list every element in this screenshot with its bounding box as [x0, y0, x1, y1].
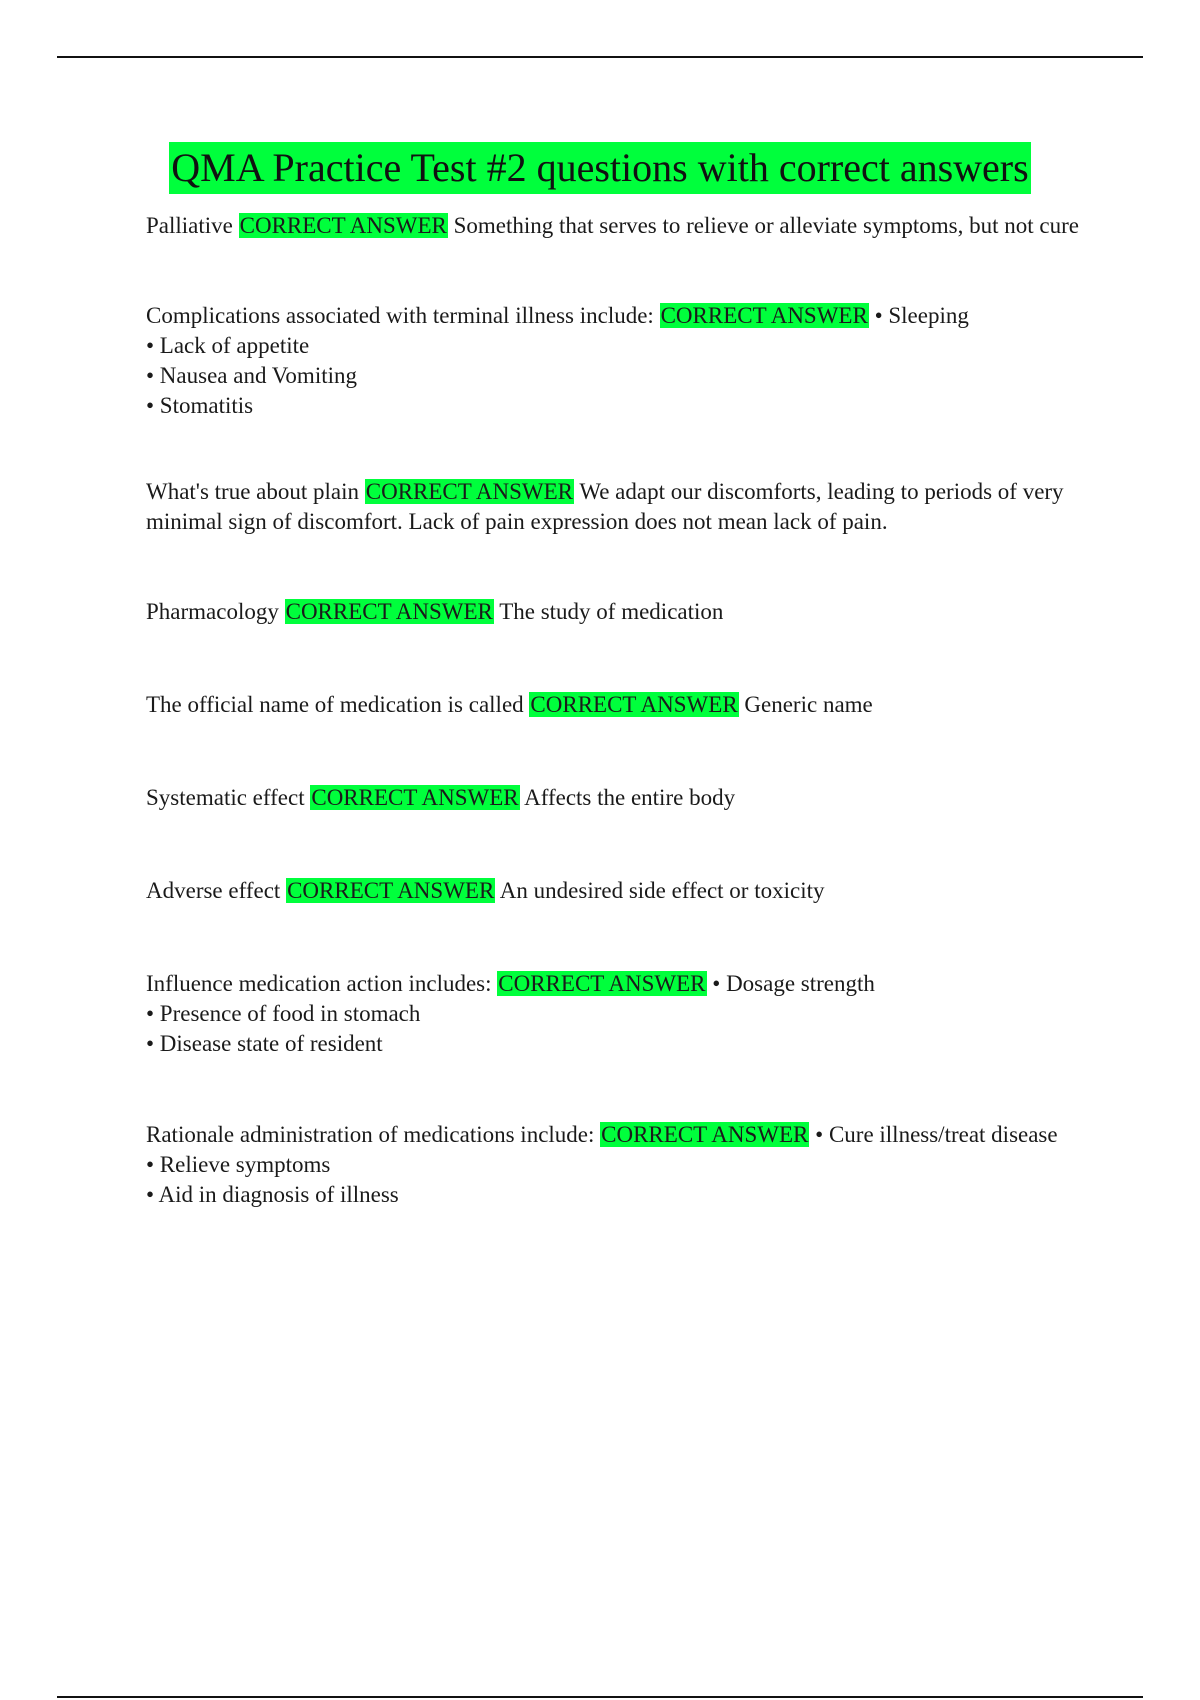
qa-item [146, 211, 1084, 241]
correct-answer-marker: CORRECT ANSWER [660, 303, 868, 328]
page-title: QMA Practice Test #2 questions with correct answers [169, 142, 1030, 194]
answer-text: Affects the entire body [524, 785, 736, 810]
question-text: Complications associated with terminal illness include: [146, 303, 654, 328]
answer-text: Generic name [744, 692, 873, 717]
qa-line [146, 477, 1084, 537]
answer-text: • Sleeping [874, 303, 969, 328]
correct-answer-marker: CORRECT ANSWER [285, 599, 493, 624]
answer-text: • Cure illness/treat disease [815, 1122, 1058, 1147]
bullet-item: • Nausea and Vomiting [146, 363, 357, 388]
qa-line [146, 876, 1084, 906]
bullet-item: • Aid in diagnosis of illness [146, 1182, 399, 1207]
qa-item [146, 301, 1084, 421]
question-text: Adverse effect [146, 878, 281, 903]
correct-answer-marker: CORRECT ANSWER [311, 785, 519, 810]
qa-item [146, 783, 1084, 813]
answer-text: Something that serves to relieve or alleviate symptoms, but not cure [453, 213, 1079, 238]
qa-line [146, 690, 1084, 720]
bottom-rule [57, 1696, 1143, 1698]
qa-item [146, 876, 1084, 906]
correct-answer-marker: CORRECT ANSWER [287, 878, 495, 903]
qa-item [146, 477, 1084, 537]
question-text: Systematic effect [146, 785, 305, 810]
question-text: Palliative [146, 213, 233, 238]
question-text: Pharmacology [146, 599, 279, 624]
question-text: The official name of medication is called [146, 692, 524, 717]
answer-text: An undesired side effect or toxicity [499, 878, 825, 903]
bullet-item: • Presence of food in stomach [146, 1001, 421, 1026]
question-text: Influence medication action includes: [146, 971, 492, 996]
qa-line [146, 969, 1084, 999]
correct-answer-marker: CORRECT ANSWER [530, 692, 738, 717]
bullet-item: • Relieve symptoms [146, 1152, 331, 1177]
bullet-item: • Disease state of resident [146, 1031, 383, 1056]
question-text: What's true about plain [146, 479, 359, 504]
qa-item [146, 1120, 1084, 1210]
bullet-item: • Lack of appetite [146, 333, 310, 358]
question-text: Rationale administration of medications include: [146, 1122, 595, 1147]
qa-line [146, 783, 1084, 813]
top-rule [57, 56, 1143, 58]
correct-answer-marker: CORRECT ANSWER [365, 479, 573, 504]
qa-item [146, 690, 1084, 720]
bullet-item: • Stomatitis [146, 393, 254, 418]
qa-line [146, 1120, 1084, 1150]
qa-line [146, 597, 1084, 627]
answer-text: We adapt our discomforts, leading to periods of very minimal sign of discomfort. Lack of pain expression does not mean lack of pain. [146, 479, 1064, 534]
qa-item [146, 597, 1084, 627]
qa-item [146, 969, 1084, 1059]
qa-line [146, 301, 1084, 331]
answer-text: The study of medication [499, 599, 724, 624]
correct-answer-marker: CORRECT ANSWER [498, 971, 706, 996]
qa-list [146, 211, 1084, 1210]
qa-line [146, 211, 1084, 241]
title-block [0, 142, 1200, 194]
correct-answer-marker: CORRECT ANSWER [239, 213, 447, 238]
answer-text: • Dosage strength [712, 971, 875, 996]
correct-answer-marker: CORRECT ANSWER [601, 1122, 809, 1147]
